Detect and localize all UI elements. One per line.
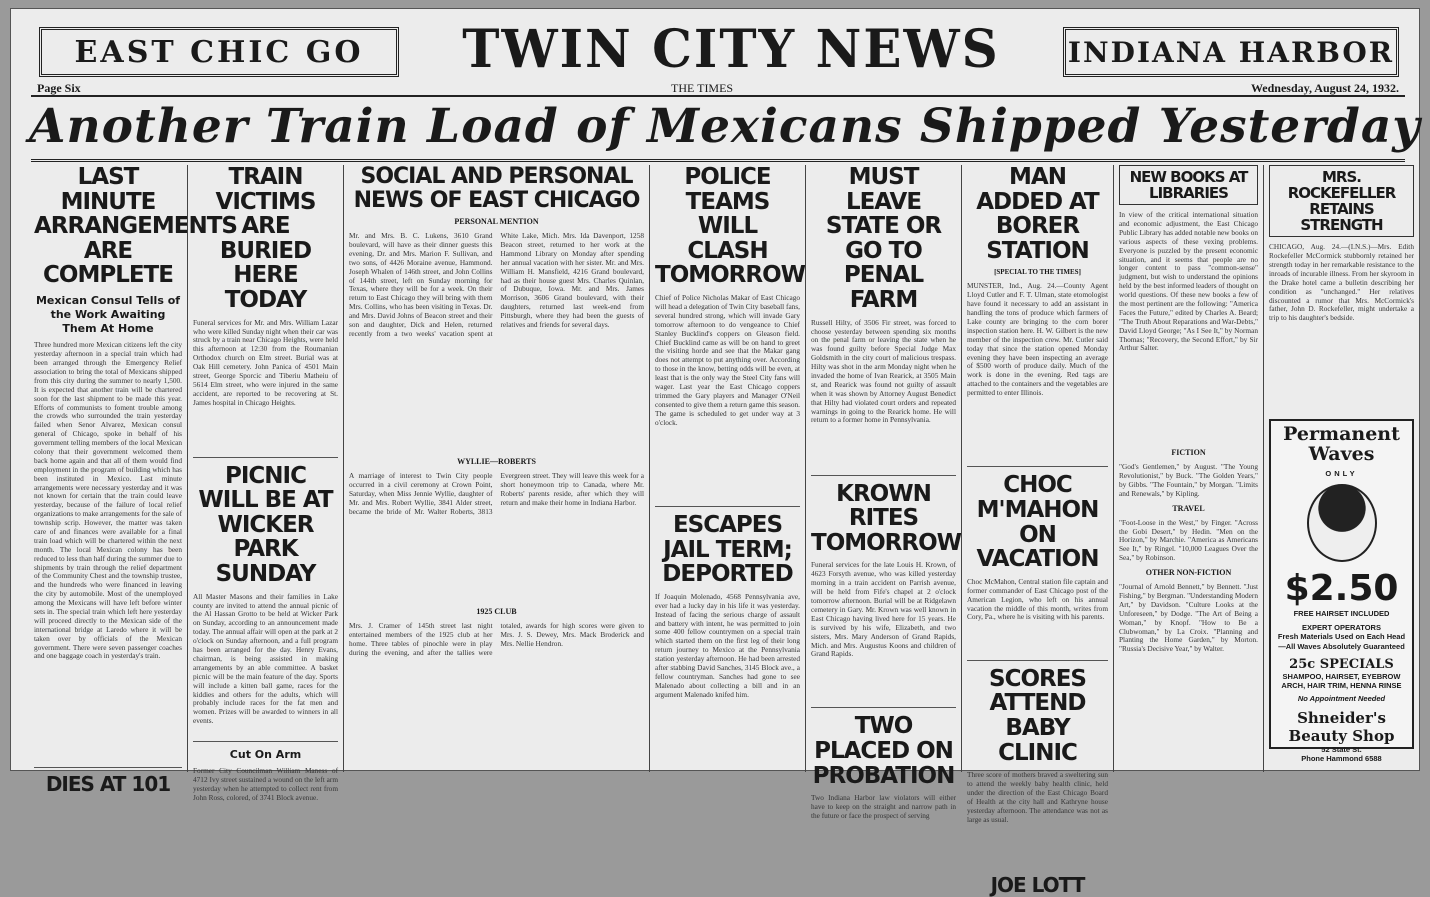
headline-choc-mahon: CHOC M'MAHON ON VACATION <box>976 472 1099 573</box>
headline-two-placed: TWO PLACED ON PROBATION <box>812 713 955 789</box>
article-body: Funeral services for the late Louis H. Krown, of 4623 Forsyth avenue, who was killed yesterday morning in a train accident on Parrish avenue, will be held from Fife's chapel at 2 o'clock tomorrow afternoon. Burial will be at Ridgelawn cemetery in Gary. Mr. Krown was well known in East Chicago having lived here for 15 years. He is survived by his wife, Elizabeth, and two sisters, Mrs. Mary Anderson of Grand Rapids, Mich. and Mrs. Augustus Koons and children of Grand Rapids. <box>811 560 956 659</box>
issue-date: Wednesday, August 24, 1932. <box>1250 81 1399 95</box>
column-divider <box>34 767 182 768</box>
article-body: In view of the critical international situation and economic adjustment, the East Chicago Public Library has added notable new books on various aspects of these vexing problems. Everyone is puzzled by the present economic situation, and it seems that people are no longer content to pass "common-sense" judgment, but wish to understand the opinions held by the best informed leaders of thought on world questions. Of these new books a few of the most pertinent are the following: "America Faces the Future," edited by Charles A. Beard; "The Truth About Reparations and War-Debts," David Lloyd George; "As I See It," by Norman Thomas; "Recovery, the Second Effort," by Sir Arthur Salter. <box>1119 210 1258 353</box>
ad-price-note: FREE HAIRSET INCLUDED <box>1293 609 1390 619</box>
article-body: If Joaquin Molenado, 4568 Pennsylvania ave, ever had a lucky day in his life it was yesterday. Instead of facing the serious charge of assault and battery with intent, he was permitted to join some 400 fellow countrymen on a special train which started them on the first leg of their long return journey to Mexico at the Pennsylvania station yesterday afternoon. He had been arrested after stabbing David Sanches, 3145 Block ave., a fellow countryman. Sanches had gone to see Malenado about collecting a bill and in an argument Malenado knifed him. <box>655 591 800 699</box>
headline-baby-clinic: SCORES ATTEND BABY CLINIC <box>989 665 1086 766</box>
column-divider <box>967 466 1108 467</box>
newspaper-page <box>10 8 1421 897</box>
page-number: Page Six <box>37 81 81 95</box>
subhead-personal-mention: PERSONAL MENTION <box>454 217 539 227</box>
headline-escapes-jail: ESCAPES JAIL TERM; DEPORTED <box>662 512 793 588</box>
subhead-1925-club: 1925 CLUB <box>476 607 517 617</box>
ad-specials-list: SHAMPOO, HAIRSET, EYEBROW ARCH, HAIR TRIM, HENNA RINSE <box>1281 671 1402 691</box>
article-body: A marriage of interest to Twin City people occurred in a civil ceremony at Crown Point, Saturday, when Miss Jennie Wyllie, daughter of Mr. and Mrs. Robert Wyllie, 3841 Alder street, became the bride of Mr. Walter Roberts, 3813 Evergreen street. They will leave this week for a short honeymoon trip to Canada, where Mr. Roberts' parents reside, after which they will return and make their home in Indiana Harbor. <box>349 471 644 516</box>
article-body: Two Indiana Harbor law violators will either have to keep on the straight and narrow path in the future or face the prospect of serving <box>811 793 956 821</box>
headline-krown-rites: KROWN RITES TOMORROW <box>811 480 962 556</box>
column-3 <box>343 165 649 772</box>
top-rule <box>31 95 1405 97</box>
subhead-non-fiction: OTHER NON-FICTION <box>1145 568 1232 578</box>
ad-only: ONLY <box>1325 469 1358 479</box>
ad-specials: 25c SPECIALS <box>1289 656 1394 672</box>
article-body: All Master Masons and their families in Lake county are invited to attend the annual picnic of the Al Hassan Grotto to be held at Wicker Park on Sunday, according to an announcement made today. The annual affair will open at the park at 2 o'clock on Sunday afternoon, and a full program has been arranged for the day. Henry Evans, chairman, is being assisted in making arrangements by an able committee. A basket picnic will be the main feature of the day. Sports will include a kitten ball game, races for the kiddies and others for the adults, which will probably include races for the fat men and women. Prizes will be awarded to winners in all events. <box>193 591 338 726</box>
rockefeller-box <box>1269 165 1414 237</box>
headline-joe-lott: JOE LOTT <box>990 873 1085 897</box>
column-8 <box>1263 165 1419 772</box>
indiana-harbor-box: INDIANA HARBOR <box>1063 27 1399 77</box>
article-body: Funeral services for Mr. and Mrs. William Lazar who were killed Sunday night when their car was struck by a train near Chicago Heights, were held this afternoon at 12:30 from the Roumanian Orthodox church on Elm street. Burial was at Oak Hill cemetery. John Panica of 4501 Main street, George Sporcic and Tiberiu Matheiu of 5614 Elm street, who were injured in the same accident, are reported to be recovering at St. James hospital in Chicago Heights. <box>193 317 338 407</box>
headline-last-minute: LAST MINUTE ARRANGEMENTS ARE COMPLETE <box>34 164 237 289</box>
masthead-title: TWIN CITY NEWS <box>462 17 1000 80</box>
column-divider <box>967 660 1108 661</box>
headline-dies-at-101: DIES AT 101 <box>45 772 171 797</box>
column-2 <box>187 164 343 803</box>
section-label: THE TIMES <box>671 81 734 95</box>
ad-address: 52 State St. <box>1321 745 1362 755</box>
subhead-travel: TRAVEL <box>1172 503 1205 513</box>
article-body: Chief of Police Nicholas Makar of East Chicago will head a delegation of Twin City baseball fans, several hundred strong, which will invade Gary tomorrow afternoon to do vengeance to Chief Stanley Bucklind's coppers on Gleason field. Chief Bucklind came as will be on hand to greet the visiting horde and see that the Makar gang does not attempt to put anything over. According to those in the know, betting odds will be even, at least that is the only way the Steel City fans will wager. Last year the East Chicago coppers trimmed the Gary players and Manager O'Neil consented to give them a return game this season. The game is scheduled to get under way at 3 o'clock. <box>655 293 800 427</box>
column-divider <box>193 741 338 742</box>
article-body: MUNSTER, Ind., Aug. 24.—County Agent Lloyd Cutler and F. T. Ulman, state etomologist have found it necessary to add an assistant in handling the tons of produce which farmers of Lake county are bringing to the corn borer inspection station here. H. W. Gilbert is the new member of the inspection crew. Mr. Cutler said today that since the station opened Monday evening they have been inspecting an average of $500 worth of produce daily. Much of the work is done in the evening. Red tags are attached to the containers and the vegetables are permitted to enter Illinois. <box>967 281 1108 398</box>
new-books-box <box>1119 165 1258 205</box>
deck-mexican-consul: Mexican Consul Tells of the Work Awaiting Them At Home <box>35 294 181 335</box>
column-divider <box>193 457 338 458</box>
article-body: Three score of mothers braved a sweltering sun to attend the weekly baby health clinic, held under the direction of the East Chicago Board of Health at the city hall and Kathryne house yesterday afternoon. The attendance was not as large as usual. <box>967 770 1108 824</box>
book-list-non-fiction: "Journal of Arnold Bennett," by Bennett. "Just Fishing," by Bergman. "Understanding Modern Art," by Davidson. "Culture Looks at the Unforeseen," by Dodge. "The Art of Being a Woman," by Knopf. "How to Be a Clubwoman," by La Croix. "Planning and Planting the Home Garden," by Morton. "Russia's Decisive Year," by Walter. <box>1119 582 1258 654</box>
book-list-fiction: "God's Gentlemen," by August. "The Young Revolutionist," by Buck. "The Golden Years," by Gibbs. "The Fountain," by Morgan. "Limits and Renewals," by Kipling. <box>1119 462 1258 498</box>
woman-portrait-icon <box>1307 484 1377 562</box>
article-body: Former City Councilman William Maness of 4712 Ivy street sustained a wound on the left arm yesterday when he attempted to collect rent from John Ross, colored, of 3741 Block avenue. <box>193 766 338 803</box>
headline-picnic: PICNIC WILL BE AT WICKER PARK SUNDAY <box>198 462 333 588</box>
banner-rule <box>31 159 1405 162</box>
column-5 <box>805 164 962 821</box>
column-divider <box>811 707 956 708</box>
article-body: Mr. and Mrs. B. C. Lukens, 3610 Grand boulevard, will have as their dinner guests this evening, Dr. and Mrs. Marion F. Sullivan, and two sons, of 4426 Moraine avenue, Hammond. Joseph Whalen of 146th street, and John Collins of 144th street, left on Sunday morning for Texas, where they will be for a week. On their return to East Chicago they will bring with them Mrs. Collins, who has been visiting in Texas. Dr. and Mrs. David Johns of Beacon street and their son and daughter, Dick and Helen, returned recently from a two weeks' vacation spent at White Lake, Mich. Mrs. Ida Davenport, 1258 Beacon street, returned to her work at the Hammond Library on Monday after spending her annual vacation with her sister. Mr. and Mrs. William H. Mansfield, 4216 Grand boulevard, had as their house guest Mrs. Charles Quinlan, of Dubuque, Iowa. Mr. and Mrs. James Morrison, 3606 Grand boulevard, with their daughters, returned last week-end from Pittsburgh, where they had been the guests of relatives and friends for several days. <box>349 231 644 338</box>
headline-police-teams: POLICE TEAMS WILL CLASH TOMORROW <box>655 164 806 289</box>
ad-title: Permanent Waves <box>1283 423 1400 466</box>
subhead-wyllie-roberts: WYLLIE—ROBERTS <box>457 457 536 467</box>
banner-headline: Another Train Load of Mexicans Shipped Yesterday <box>29 99 1421 154</box>
ad-materials: Fresh Materials Used on Each Head—All Waves Absolutely Guaranteed <box>1277 632 1406 651</box>
article-body: Russell Hilty, of 3506 Fir street, was forced to choose yesterday between spending six months on the penal farm or leaving the state when he was found guilty before Special Judge Max Goldsmith in the city court of malicious trespass. Hilty was shot in the arm Monday night when he invaded the home of Ivan Rearick, at 3505 Main st, and Rearick was found not guilty of assault when it was shown by Attorney August Benedict that Hilty had violated court orders and repeated warnings in going to the Rearick home. He will return to a former home in Pennsylvania. <box>811 317 956 425</box>
article-body: Three hundred more Mexican citizens left the city yesterday afternoon in a special train which had been arranged through the Emergency Relief association to bring the total of Mexicans shipped from this city during the summer to nearly 1,500. It is expected that another train will be chartered soon for the last shipment to be made this year. Efforts of communists to foment trouble among the crowds who surrounded the train yesterday failed when Senor Alvarez, Mexican consul general of Chicago, spoke in behalf of his government telling members of the local Mexican colony that their government welcomed them back home again and that all of them would find employment in the program of building which has been instituted in Mexico. Last minute arrangements were necessary yesterday and it was not known for certain that the train could leave yesterday, because of the failure of local relief organizations to make arrangements for the sale of township scrip. However, the matter was taken care of and finances were available for a final train load which will be chartered within the next month. The local Mexican colony has been reduced to less than half during the summer due to shipments by train through the relief department of the Community Chest and the township trustee, and the hundreds who were financed in leaving the city by automobile. Most of the unemployed among the Mexicans will have left before winter sets in. The special train which left here yesterday will proceed directly to the Mexican side of the international bridge at Laredo where it will be taken over by officials of the Mexican government. There were seven passenger coaches and one baggage coach in yesterday's train. <box>34 340 182 661</box>
article-body: CHICAGO, Aug. 24.—(I.N.S.)—Mrs. Edith Rockefeller McCormick stubbornly retained her strength today in her remarkable resistance to the inroads of incurable illness. From her skyroom in the Drake hotel came a bulletin describing her condition as "unchanged." Her relatives discounted a rumor that Mrs. McCormick's father, John D. Rockefeller, might undertake a trip to his daughter's bedside. <box>1269 242 1414 323</box>
column-divider <box>655 506 800 507</box>
column-6 <box>961 164 1113 897</box>
east-chicago-box: EAST CHIC GO <box>39 27 399 77</box>
headline-man-added: MAN ADDED AT BORER STATION <box>976 164 1099 264</box>
dateline: [SPECIAL TO THE TIMES] <box>994 268 1081 277</box>
subhead-cut-on-arm: Cut On Arm <box>229 747 302 761</box>
ad-price: $2.50 <box>1284 568 1399 610</box>
column-divider <box>811 475 956 476</box>
ad-phone: Phone Hammond 6588 <box>1301 754 1382 764</box>
ad-operators: EXPERT OPERATORS <box>1302 622 1381 632</box>
headline-social-personal: SOCIAL AND PERSONAL NEWS OF EAST CHICAGO <box>353 164 640 213</box>
headline-train-victims: TRAIN VICTIMS ARE BURIED HERE TODAY <box>215 164 316 314</box>
headline-new-books: NEW BOOKS AT LIBRARIES <box>1129 168 1248 203</box>
book-list-travel: "Foot-Loose in the West," by Finger. "Across the Gobi Desert," by Hedin. "Men on the Horizon," by Marchie. "America as Americans See It," by Ringel. "10,000 Leagues Over the Sea," by Robinson. <box>1119 517 1258 563</box>
subhead-fiction: FICTION <box>1171 448 1206 458</box>
article-body: Mrs. J. Cramer of 145th street last night entertained members of the 1925 club at her home. Three tables of pinochle were in play during the evening, and after the tallies were totaled, awards for high scores were given to Mrs. J. S. Dewey, Mrs. Mack Broderick and Mrs. Nellie Hendron. <box>349 621 644 657</box>
headline-must-leave-state: MUST LEAVE STATE OR GO TO PENAL FARM <box>825 164 942 314</box>
beauty-shop-ad <box>1269 419 1414 764</box>
column-1 <box>29 164 237 797</box>
headline-rockefeller: MRS. ROCKEFELLER RETAINS STRENGTH <box>1287 168 1396 235</box>
ad-appointment: No Appointment Needed <box>1297 693 1386 703</box>
column-4 <box>649 165 805 772</box>
article-body: Choc McMahon, Central station file captain and former commander of East Chicago post of the American Legion, who left on his annual vacation the middle of this month, writes from Cory, Pa., where he is visiting with his parents. <box>967 576 1108 622</box>
column-7 <box>1113 165 1263 772</box>
ad-shop-name: Shneider's Beauty Shop <box>1288 709 1395 746</box>
